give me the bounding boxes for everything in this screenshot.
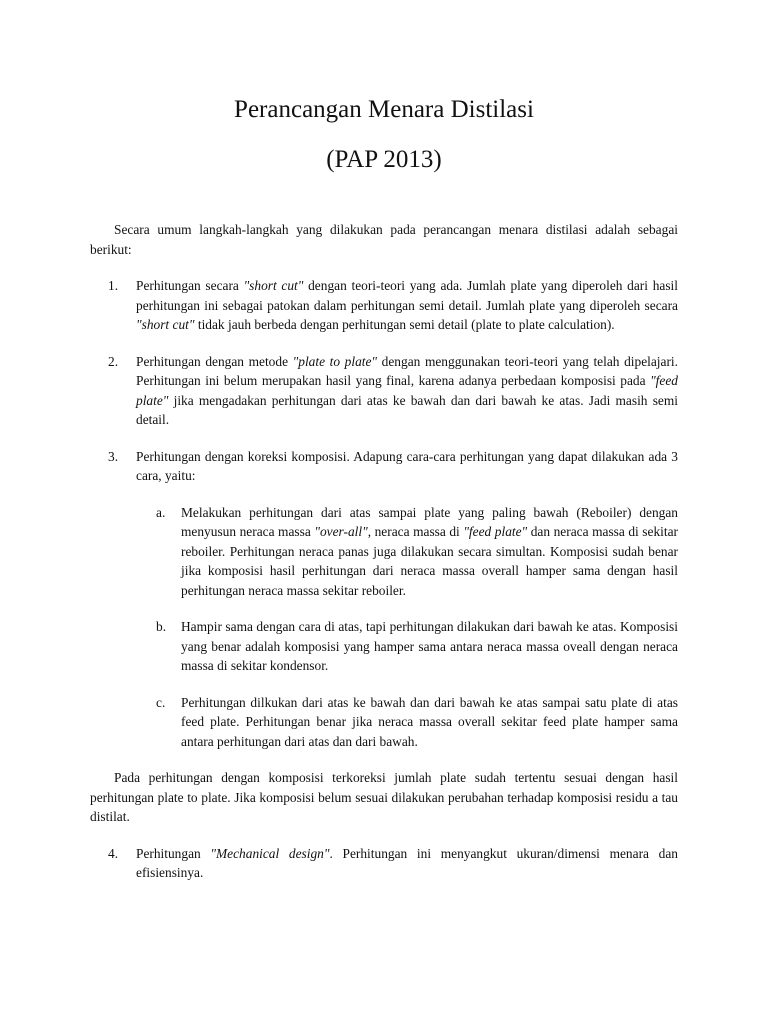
sub-list-letter: b. <box>156 619 167 634</box>
body-paragraph: Pada perhitungan dengan komposisi terkoreksi jumlah plate sudah tertentu sesuai dengan hasil perhitungan plate to plate. Jika komposisi belum sesuai dilakukan perubahan terhadap komposisi residu a tau distilat. <box>90 770 678 824</box>
sub-item-b: b. Hampir sama dengan cara di atas, tapi perhitungan dilakukan dari bawah ke atas. Komposisi yang benar adalah komposisi yang hamper sama antara neraca massa oveall dengan neraca massa di sekitar kondensor. <box>156 619 678 673</box>
sub-list-letter: a. <box>156 504 166 520</box>
emphasis-text: "feed plate" <box>136 373 678 408</box>
list-item-3: 3. Perhitungan dengan koreksi komposisi. Adapung cara-cara perhitungan yang dapat dilakukan ada 3 cara, yaitu: <box>108 448 678 483</box>
emphasis-text: "short cut" <box>243 278 304 293</box>
sub-item-a: a. Melakukan perhitungan dari atas sampai plate yang paling bawah (Reboiler) dengan menyusun neraca massa "over-all", neraca massa di "feed plate" dan neraca massa di sekitar reboiler. Perhitungan neraca panas juga dilakukan secara simultan. Komposisi sudah benar jika komposisi hasil perhitungan dari neraca massa overall hamper sama dengan hasil perhitungan neraca massa sekitar reboiler. <box>156 504 679 598</box>
list-item-2: 2. Perhitungan dengan metode "plate to plate" dengan menggunakan teori-teori yang telah dipelajari. Perhitungan ini belum merupakan hasil yang final, karena adanya perbedaan komposisi pada "feed plate" jika mengadakan perhitungan dari atas ke bawah dan dari bawah ke atas. Jadi masih semi detail. <box>108 353 678 427</box>
list-item-1: 1. Perhitungan secara "short cut" dengan teori-teori yang ada. Jumlah plate yang diperoleh dari hasil perhitungan ini sebagai patokan dalam perhitungan semi detail. Jumlah plate yang diperoleh secara "short cut" tidak jauh berbeda dengan perhitungan semi detail (plate to plate calculation). <box>108 278 678 332</box>
list-number: 1. <box>108 278 119 293</box>
document-title: Perancangan Menara Distilasi <box>234 96 534 123</box>
sub-list-letter: c. <box>156 694 166 710</box>
sub-item-c: c. Perhitungan dilkukan dari atas ke bawah dan dari bawah ke atas sampai satu plate di atas feed plate. Perhitungan benar jika neraca massa overall sekitar feed plate hamper sama antara perhitungan dari atas dan dari bawah. <box>156 694 678 749</box>
list-number: 4. <box>108 845 119 861</box>
emphasis-text: "over-all" <box>314 524 368 539</box>
document-body <box>90 220 678 883</box>
list-item-4: 4. Perhitungan "Mechanical design". Perhitungan ini menyangkut ukuran/dimensi menara dan efisiensinya. <box>108 845 678 880</box>
emphasis-text: "feed plate" <box>463 524 528 539</box>
emphasis-text: "Mechanical design" <box>210 845 330 861</box>
emphasis-text: "plate to plate" <box>292 353 378 369</box>
list-number: 2. <box>108 353 119 369</box>
intro-paragraph: Secara umum langkah-langkah yang dilakukan pada perancangan menara distilasi adalah sebagai berikut: <box>90 222 678 257</box>
document-subtitle: (PAP 2013) <box>326 146 442 173</box>
list-number: 3. <box>108 448 119 464</box>
emphasis-text: "short cut" <box>136 317 195 332</box>
